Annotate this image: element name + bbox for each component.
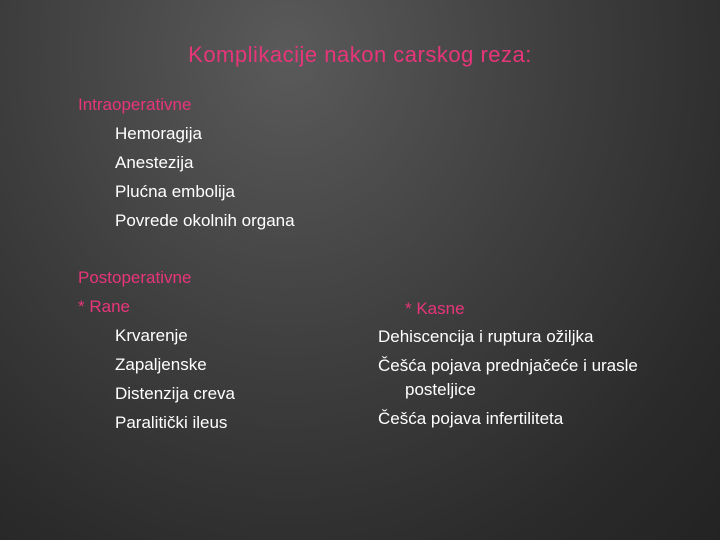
list-item: Paralitički ileus xyxy=(115,413,228,432)
list-item: Anestezija xyxy=(115,153,194,172)
list-item: Dehiscencija i ruptura ožiljka xyxy=(378,327,594,346)
list-item: Plućna embolija xyxy=(115,182,236,201)
list-item: Češća pojava prednjačeće i urasle xyxy=(378,356,638,375)
list-item: Hemoragija xyxy=(115,124,202,143)
list-item: Češća pojava infertiliteta xyxy=(378,409,564,428)
heading-postoperativne: Postoperativne xyxy=(78,268,192,287)
list-item: Distenzija creva xyxy=(115,384,235,403)
list-item: posteljice xyxy=(405,380,476,399)
list-item: Zapaljenske xyxy=(115,355,207,374)
list-item: Povrede okolnih organa xyxy=(115,211,295,230)
slide-title: Komplikacije nakon carskog reza: xyxy=(188,42,532,67)
label-kasne: * Kasne xyxy=(405,299,465,318)
label-rane: * Rane xyxy=(78,297,130,316)
heading-intraoperativne: Intraoperativne xyxy=(78,95,192,114)
list-item: Krvarenje xyxy=(115,326,188,345)
